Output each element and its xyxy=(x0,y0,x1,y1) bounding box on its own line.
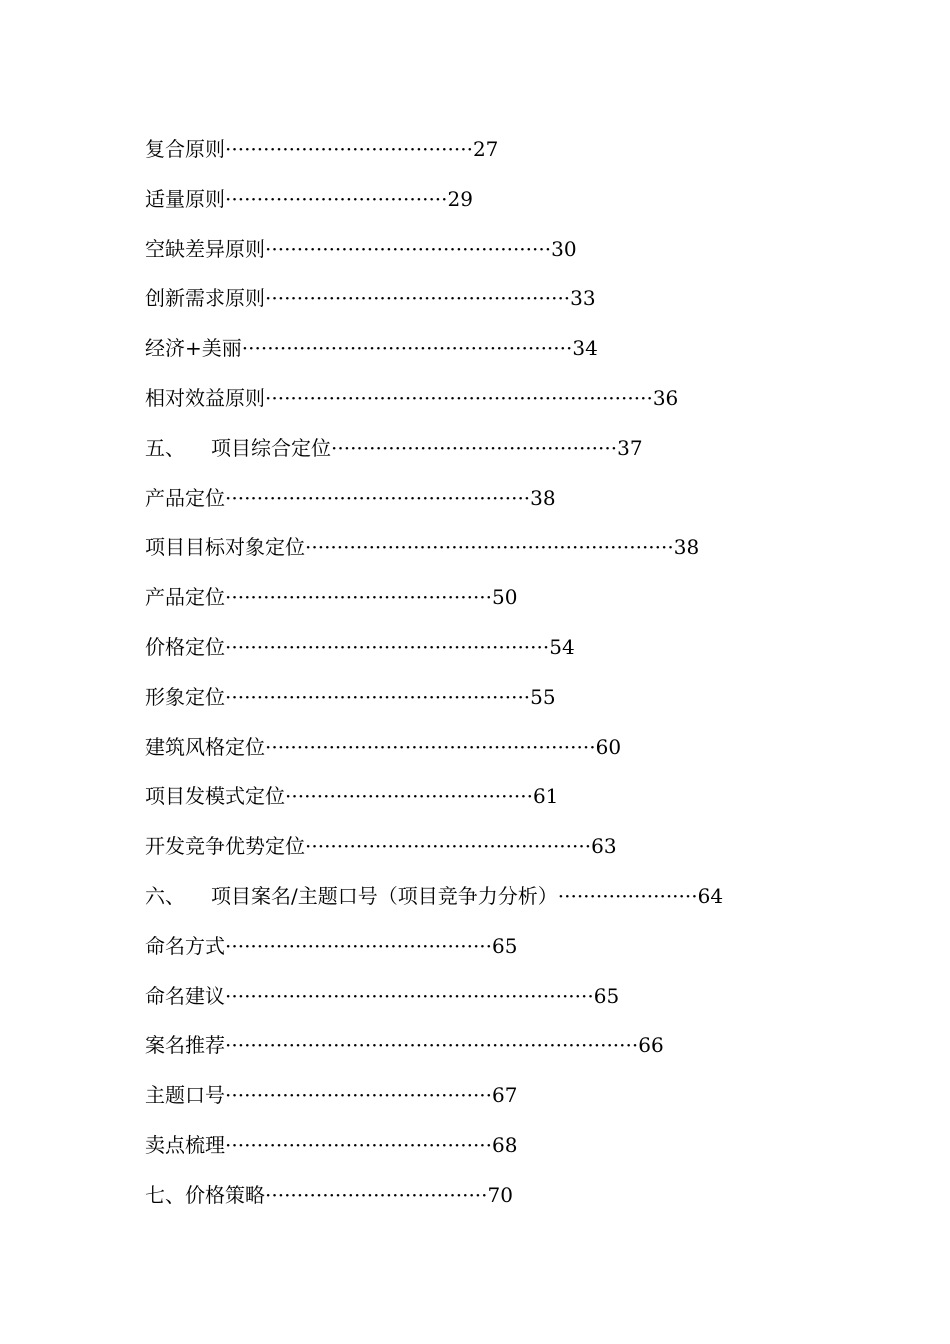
toc-title: 七、价格策略 xyxy=(145,1182,265,1207)
toc-title: 创新需求原则 xyxy=(145,286,265,311)
toc-entry[interactable] xyxy=(145,330,925,380)
toc-page-number: 54 xyxy=(549,634,575,659)
toc-title: 产品定位 xyxy=(145,585,225,610)
toc-chapter-entry[interactable] xyxy=(145,430,925,480)
toc-leader: ·········································· xyxy=(225,1132,493,1157)
toc-page-number: 68 xyxy=(492,1132,518,1157)
toc-title: 案名推荐 xyxy=(145,1033,225,1058)
toc-title: 产品定位 xyxy=(145,485,225,510)
toc-title: 建筑风格定位 xyxy=(145,734,265,759)
toc-leader: ············································· xyxy=(265,236,552,261)
toc-page-number: 29 xyxy=(447,186,473,211)
toc-leader: ·········································· xyxy=(225,585,493,610)
toc-title: 空缺差异原则 xyxy=(145,236,265,261)
toc-page-number: 33 xyxy=(570,286,596,311)
toc-leader: ················································ xyxy=(225,684,531,709)
toc-entry[interactable] xyxy=(145,629,925,679)
toc-page-number: 67 xyxy=(492,1083,518,1108)
toc-leader: ··································· xyxy=(265,1182,488,1207)
toc-leader: ·························································· xyxy=(225,983,594,1008)
toc-entry[interactable] xyxy=(145,778,925,828)
toc-chapter-number: 五、 xyxy=(145,435,185,460)
toc-leader: ·························································· xyxy=(305,535,674,560)
toc-entry[interactable] xyxy=(145,928,925,978)
toc-page-number: 55 xyxy=(530,684,556,709)
toc-leader: ··················································· xyxy=(225,634,550,659)
toc-leader: ················································ xyxy=(265,286,571,311)
toc-entry[interactable] xyxy=(145,480,925,530)
toc-title: 经济+美丽 xyxy=(145,336,242,361)
toc-title: 形象定位 xyxy=(145,684,225,709)
toc-title: 项目目标对象定位 xyxy=(145,535,305,560)
toc-leader: ································································· xyxy=(225,1033,639,1058)
toc-leader: ············································· xyxy=(305,834,592,859)
toc-title: 项目发模式定位 xyxy=(145,784,285,809)
toc-page-number: 64 xyxy=(697,883,724,908)
toc-entry[interactable] xyxy=(145,231,925,281)
toc-leader: ······································· xyxy=(285,784,533,809)
toc-title: 项目综合定位 xyxy=(211,435,331,460)
table-of-contents xyxy=(145,131,925,1227)
toc-title: 命名方式 xyxy=(145,933,225,958)
toc-title: 相对效益原则 xyxy=(145,385,265,410)
toc-title: 复合原则 xyxy=(145,137,225,161)
toc-title: 价格定位 xyxy=(145,634,225,659)
toc-leader: ······················ xyxy=(557,883,698,908)
toc-page-number: 36 xyxy=(652,385,679,410)
toc-page-number: 38 xyxy=(673,535,700,560)
toc-page-number: 61 xyxy=(532,784,559,809)
toc-entry[interactable] xyxy=(145,181,925,231)
toc-title: 卖点梳理 xyxy=(145,1132,225,1157)
toc-entry[interactable] xyxy=(145,380,925,430)
toc-page-number: 63 xyxy=(591,834,617,859)
toc-entry[interactable] xyxy=(145,1077,925,1127)
toc-page-number: 70 xyxy=(487,1182,513,1207)
toc-page-number: 66 xyxy=(638,1033,664,1058)
toc-page-number: 37 xyxy=(617,435,643,460)
toc-leader: ···················································· xyxy=(241,336,573,361)
toc-entry[interactable] xyxy=(145,978,925,1028)
toc-leader: ··································· xyxy=(225,186,448,211)
toc-title: 命名建议 xyxy=(145,983,225,1008)
toc-chapter-number: 六、 xyxy=(145,883,185,908)
toc-title: 适量原则 xyxy=(145,186,225,211)
toc-entry[interactable] xyxy=(145,729,925,779)
toc-leader: ············································· xyxy=(331,435,618,460)
toc-page-number: 27 xyxy=(472,137,499,161)
toc-entry[interactable] xyxy=(145,131,925,181)
toc-entry[interactable] xyxy=(145,529,925,579)
toc-leader: ····························································· xyxy=(265,385,653,410)
toc-title: 项目案名/主题口号（项目竞争力分析） xyxy=(211,883,558,908)
toc-page-number: 65 xyxy=(593,983,620,1008)
toc-chapter-entry[interactable] xyxy=(145,878,925,928)
toc-title: 主题口号 xyxy=(145,1083,225,1108)
toc-entry[interactable] xyxy=(145,1177,925,1227)
toc-entry[interactable] xyxy=(145,1027,925,1077)
toc-leader: ···················································· xyxy=(265,734,596,759)
toc-entry[interactable] xyxy=(145,828,925,878)
toc-leader: ················································ xyxy=(225,485,531,510)
toc-entry[interactable] xyxy=(145,679,925,729)
toc-page-number: 38 xyxy=(530,485,556,510)
toc-entry[interactable] xyxy=(145,280,925,330)
toc-page-number: 30 xyxy=(551,236,577,261)
toc-page-number: 65 xyxy=(492,933,518,958)
toc-title: 开发竞争优势定位 xyxy=(145,834,305,859)
toc-leader: ······································· xyxy=(225,137,473,161)
toc-leader: ·········································· xyxy=(225,933,493,958)
toc-page-number: 50 xyxy=(492,585,518,610)
toc-page-number: 34 xyxy=(572,336,598,361)
toc-page-number: 60 xyxy=(595,734,622,759)
toc-entry[interactable] xyxy=(145,579,925,629)
toc-leader: ·········································· xyxy=(225,1083,493,1108)
toc-entry[interactable] xyxy=(145,1127,925,1177)
